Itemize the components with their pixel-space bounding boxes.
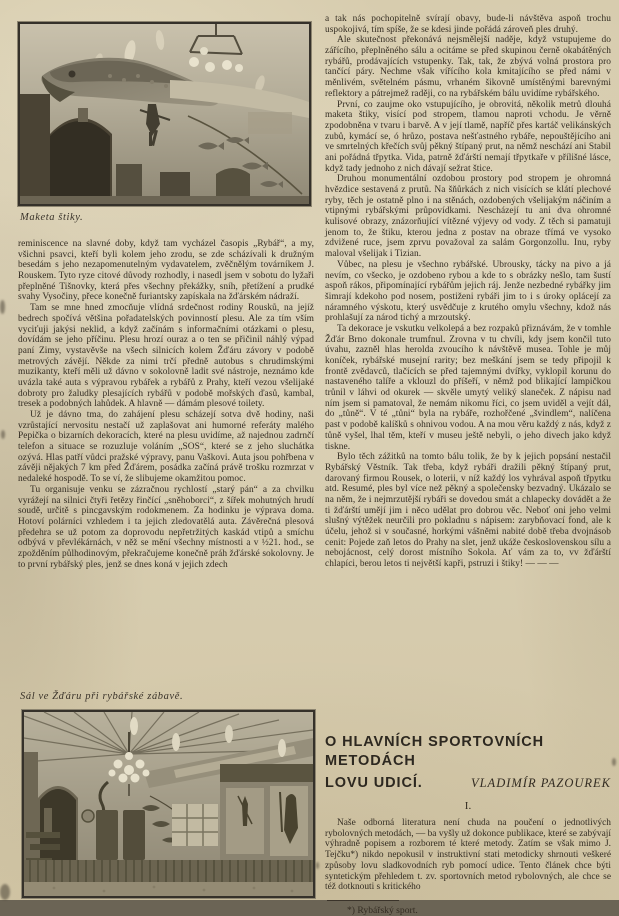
body-paragraph: Vůbec, na plesu je všechno rybářské. Ubrousky, tácky na pivo a já nevím, co všecko, je ozdobeno rybou a kde to s obrázky nešlo, tam šustí aspoň rákos, připomínající rybářům jejich ráj. Jenže nezbedné rybářky jim šimrají kdekoho pod nosem, postiženi rybáři jim to i s úroky oplácejí za náramného výskotu, který usvědčuje z krutého omylu všechny, kdož nás prohlašují za národ tichý a mrzoutský. bbox=[325, 259, 611, 324]
scan-artifact bbox=[316, 862, 319, 869]
section-numeral: I. bbox=[464, 800, 472, 812]
article-section bbox=[325, 733, 611, 916]
body-paragraph: První, co zaujme oko vstupujícího, je obrovitá, několik metrů dlouhá maketa štiky, visící pod stropem, tlamou naproti vchodu. Je věrně zpodobněna v tvaru i barvě. A v její tlamě, napříč přes kartáč velikánských zubů, kymácí se, ó hrůzo, postava nešťastného rybáře, nepouštějícího ani ve smrtelných křečích svůj pěkný štípaný prut, na němž neschází ani Stabil ani pořádná třpytka. Vida, patrně žďárští nemají třpytkaře v přílišné lásce, když tady jednoho z nich dávají sežrat štice. bbox=[325, 99, 611, 174]
photo-ballroom bbox=[22, 710, 315, 898]
body-paragraph: Ta dekorace je vskutku velkolepá a bez rozpaků přiznávám, že v tomhle Žďár Brno dokonale trumfnul. Zrovna v tu chvíli, kdy jsem končil tuto úvahu, zazněl hlas herolda zvoucího k návštěvě musea. Tohle je můj koníček, rybářské musejní rarity; bez meškání jsem se tedy připojil k frontě zvědavců, tlačících se před tajemnými dvířky, vyklopil korunu do nastaveného talíře a vklouzl do příšeří, v němž pod blikající lampičkou trůnil v láhvi od okurek — skvěle umytý veliký slaneček. Z nápisu nad ním jsem si pamatoval, že nemám nikomu říci, co jsem uviděl a vejít dál, do „tůně“. V té „tůni“ byla na rybáře, rozhořčené „švindlem“, nalíčena past v podobě kalíšků s ohnivou vodou. A na mou věru každý z nás, když z tůně vyšel, lhal těm, kteří v museu ještě nebyli, o jeho divech jako když tiskne. bbox=[325, 323, 611, 452]
pike-model-illustration bbox=[20, 24, 309, 204]
body-paragraph: Už je dávno tma, do zahájení plesu scházejí sotva dvě hodiny, naši vzrůstající nervositu nestačí už zaplašovat ani humorné referáty malého Pepička o bizarních dekoracích, které na plesu uvidíme, až najednou zadrnčí telefon a situace se rozuzluje voláním „SOS“, které se z jeho sluchátka ozývá. Hlas patří vůdci pražské výpravy, panu Vaškovi. Auta jsou pohřbena v závěji nějakých 7 km před Žďárem, posádka začíná právě trošku rozmrzat v nedaleké hospodě. To se ví, že slibujeme okamžitou pomoc. bbox=[18, 410, 314, 485]
scan-artifact bbox=[0, 300, 5, 314]
right-column-text bbox=[325, 14, 611, 720]
article-author: VLADIMÍR PAZOUREK bbox=[470, 776, 611, 790]
article-title-line1: O HLAVNÍCH SPORTOVNÍCH METODÁCH bbox=[325, 734, 545, 769]
ballroom-illustration bbox=[24, 712, 313, 896]
body-paragraph: reminiscence na slavné doby, když tam vycházel časopis „Rybář“, a my, všichni psavci, kteří byli kolem jeho zrodu, se zde scházívali k družným besedám s jeho nezapomenutelným vydavatelem, zvěčnělým továrníkem J. Rouskem. Tyto ryze citové důvody rozhodly, i nasedl jsem v sobotu do lyžaři přeplněné Tišnovky, která přes všechny překážky, sníh, přetížení a prudké svahy Vysočiny, přece konečně furiantsky zapískala na žďárském nádraží. bbox=[18, 239, 314, 303]
body-paragraph: Ale skutečnost překonává nejsmělejší naděje, když vstupujeme do zářícího, přeplněného sálu a ocitáme se před skupinou černě okabátěných rybářů, prodávajících vstupenky. Tak, tak, že zbývá volná prostora pro tančící páry. Nechme však vířícího kola kmitajícího se před námi v měnlivém, světelném pásmu, vrhaném šikovně umístěnými barevnými reflektory a pátrejmež raději, co na rybářském bálu uvidíme rybářského. bbox=[325, 35, 611, 99]
body-paragraph: Bylo těch zážitků na tomto bálu tolik, že by k jejich popsání nestačil Rybářský Věstník. Tak třeba, když rybáři dražili pěkný štípaný prut, darovaný firmou Rousek, o loterii, v níž každý los vyhrával aspoň třpytku atd. Resumé, ples byl více než pěkný a společensky bezvadný. Ukázalo se na něm, že i nejmrzutější rybáři se dovedou smát a chlapecky dovádět a že ti žďárští umějí jim i něco udělat pro dobrou věc. Neboť oni jeho velmi slušný výtěžek neurčili pro pokladnu s nápisem: zarybňovací fond, ale k účelu, jehož si v současné, horkými vášněmi nabité době třeba dvojnásob cenit: Pojede zaň letos do Prahy na slet, jenž ukáže československou sílu a nebojácnost, celý dorost místního Sokola. Ať vám za to, vv žďárští chlapíci, berou letos ti největší kapři, pstruzi i štiky! — — — bbox=[325, 452, 611, 570]
body-paragraph: Druhou monumentální ozdobou prostory pod stropem je ohromná hvězdice sestavená z prutů. Na šňůrkách z nich visících se klátí plechové ryby, těch je ostatně plno i na stěnách, ozdobených všelijakým náčiním a vtipnými rybářskými průpovídkami. Nescházejí tu ani dva ohromné kulisové obrazy, znázorňující vítězné výjevy od vody. Z těch si pamatuji jenom to, že štiku, kterou jedna z postav na obraze třímá ve vysoko zdvižené ruce, jsem zprvu považoval za salám Gorgonzollu. Inu, ryby maloval všelijak i Tizian. bbox=[325, 174, 611, 260]
body-paragraph: Tam se mne hned zmocňuje vlídná srdečnost rodiny Rousků, na jejíž bedrech spočívá většina pořadatelských povinností plesu. Ale za tím vším vyciťuji jakýsi neklid, a když začínám s informačními otázkami o plesu, dovídám se jeho příčinu. Plesu hrozí ouraz a o ten se přičinil náhlý výpad paní Zimy, vystavěvše na všech silnicích kolem Žďáru závory v podobě metrových závějí. Někde za nimi trčí předně autobus s chrudimskými muzikanty, kteří měli už dávno v sokolovně ladit své nástroje, neznámo kde uvázla také auta s výpravou rybářek a rybářů z Prahy, kteří vezou všelijaké dobroty pro žaludky plesajících rybářů v podobě mořských ďasů, kambal, tresek a podobných lahůdek. A hlavně — dámám plesové toilety. bbox=[18, 303, 314, 410]
photo-pike-model bbox=[18, 22, 311, 206]
scan-artifact bbox=[0, 884, 10, 900]
article-title-line2: LOVU UDICÍ. bbox=[325, 775, 423, 791]
footnote-text: *) Rybářský sport. bbox=[347, 904, 418, 916]
article-paragraph: Naše odborná literatura není chuda na poučení o jednotlivých rybolovných metodách, — ba vyšly už dokonce publikace, které se zabývají výhradně popisem a rozborem té které metody. Zatím se však mimo J. Tejčku*) nikdo nepokusil v instruktivní stati metodicky shrnouti veškeré způsoby lovu sladkovodních ryb pomocí udice. Tento článek chce býti syntetickým přehledem t. zv. sportovních metod rybolovných, ale chce se též dotknouti s kritického bbox=[325, 818, 611, 893]
scan-artifact bbox=[612, 758, 616, 766]
footnote bbox=[325, 900, 611, 916]
left-column-text bbox=[18, 239, 314, 666]
body-paragraph: Tu organisuje venku se zázračnou rychlostí „starý pán“ a za chvilku vyrážejí na silnici čtyři řetězy řinčící „sněhoborci“, z šířek mohutných hrudí soudě, určitě s pincgavským rodokmenem. Za hodinku je výprava doma. Hotoví polárníci vzhledem i ta jejich zledovatělá auta. Závěrečná plesová předehra se už potom za doprovodu nepřetržitých kaskád vtipů a smíchu odbývá v převlékárnách, v něž se mění všechny místnosti a v ½21. hod., se zpožděním půlhodinovým, překračujeme konečně práh žďárské sokolovny. Je to první rybářský ples, jenž se dnes koná v jejich zdech bbox=[18, 484, 314, 570]
body-paragraph: a tak nás pochopitelně svírají obavy, bude-li návštěva aspoň trochu uspokojivá, tím spíše, že se kdesi jinde pořádá zároveň ples druhý. bbox=[325, 14, 611, 35]
caption-ballroom: Sál ve Žďáru při rybářské zábavě. bbox=[20, 691, 184, 702]
caption-pike-model: Maketa štiky. bbox=[20, 212, 84, 223]
footnote-rule bbox=[327, 900, 399, 901]
scan-artifact bbox=[1, 430, 5, 439]
